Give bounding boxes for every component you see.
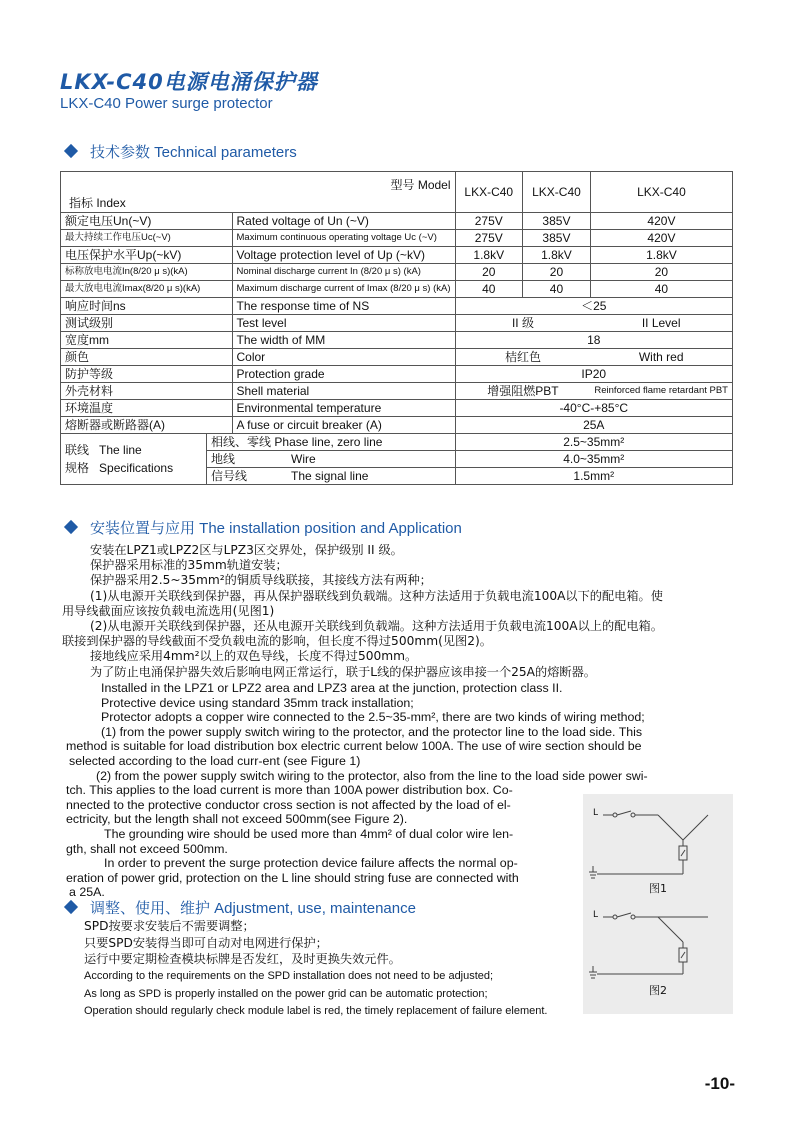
diamond-bullet-icon xyxy=(64,900,78,914)
wiring-diagram xyxy=(583,794,733,1014)
table-row: 信号线 The signal line 1.5mm² xyxy=(61,468,733,485)
model-cell: LKX-C40 xyxy=(523,172,591,213)
figure-2-caption: 图2 xyxy=(649,984,667,997)
section-heading-adjustment: 调整、使用、维护 Adjustment, use, maintenance xyxy=(66,897,416,918)
diamond-bullet-icon xyxy=(64,144,78,158)
table-row xyxy=(61,247,733,264)
table-cell: 额定电压Un(~V) xyxy=(61,213,233,230)
table-row xyxy=(61,281,733,298)
table-cell: 40 xyxy=(455,281,523,298)
table-cell: 最大持续工作电压Uc(~V) xyxy=(61,230,233,247)
figure-1-caption: 图1 xyxy=(649,882,667,895)
figure-2 xyxy=(589,913,708,978)
table-cell: 1.8kV xyxy=(455,247,523,264)
table-cell: 20 xyxy=(523,264,591,281)
table-cell: Maximum discharge current of Imax (8/20 μ s) (kA) xyxy=(232,281,455,298)
adjust-en-text: According to the requirements on the SPD installation does not need to be adjusted; As long as SPD is properly installed on the power grid can be automatic protection; Operation should regularly check module label is red, the timely replacement of failure element. xyxy=(84,970,548,1017)
diamond-bullet-icon xyxy=(64,520,78,534)
table-row: 响应时间ns The response time of NS ＜25 xyxy=(61,298,733,315)
table-cell: 385V xyxy=(523,213,591,230)
wiring-figures xyxy=(583,794,733,1014)
line-l-label: L xyxy=(593,808,599,818)
section-heading-technical: 技术参数 Technical parameters xyxy=(66,141,297,162)
page-number: -10- xyxy=(704,1074,735,1093)
section-heading-installation: 安装位置与应用 The installation position and Application xyxy=(66,517,462,538)
table-row: 地线 Wire 4.0~35mm² xyxy=(61,451,733,468)
table-row: 外壳材料 Shell material 增强阻燃PBT Reinforced flame retardant PBT xyxy=(61,383,733,400)
table-row: 环境温度 Environmental temperature -40°C-+85°C xyxy=(61,400,733,417)
install-en-text: Installed in the LPZ1 or LPZ2 area and LPZ3 area at the junction, protection class II. Protective device using standard 35mm track installation; Protector adopts a copper wire connected to the 2.5~35-mm², there are two kinds of wiring method; (1) from the power supply switch wiring to the protector, and the protector line to the load side. This method is suitable for load distribution box electric current below 100A. The use of wire section should be selected according to the load curr-ent (see Figure 1) (2) from the power supply switch wiring to the protector, also from the line to the load side power swi- tch. This applies to the load current is more than 100A power distribution box. Co- nnected to the protective conductor cross section is not affected by the load of el- ectricity, but the length shall not exceed 500mm(see Figure 2). The grounding wire should be used more than 4mm² of dual color wire len- gth, shall not exceed 500mm. In order to prevent the surge protection device failure affects the normal op- eration of power grid, protection on the L line should string fuse are connected with a 25A. xyxy=(66,681,648,900)
table-row xyxy=(61,230,733,247)
table-cell: 420V xyxy=(590,230,732,247)
page-title: LKX-C40电源电涌保护器 xyxy=(60,70,318,94)
voltage-rows xyxy=(61,213,733,298)
figure-1 xyxy=(589,811,708,878)
table-cell: 420V xyxy=(590,213,732,230)
table-cell: 275V xyxy=(455,230,523,247)
table-cell: 标称放电电流In(8/20 μ s)(kA) xyxy=(61,264,233,281)
page-subtitle: LKX-C40 Power surge protector xyxy=(60,95,273,112)
table-row: 防护等级 Protection grade IP20 xyxy=(61,366,733,383)
line-l-label: L xyxy=(593,910,599,920)
table-cell: 1.8kV xyxy=(590,247,732,264)
install-cn-text: 安装在LPZ1或LPZ2区与LPZ3区交界处，保护级别 II 级。 保护器采用标准的35mm轨道安装； 保护器采用2.5~35mm²的铜质导线联接，其接线方法有两种； (1)从电源开关联线到保护器，再从保护器联线到负载端。这种方法适用于负载电流100A以下的配电箱。使 用导线截面应该按负载电流选用(见图1) (2)从电源开关联线到保护器，还从电源开关联线到负载端。这种方法适用于负载电流100A以上的配电箱。 联接到保护器的导线截面不受负载电流的影响，但长度不得过500mm(见图2)。 接地线应采用4mm²以上的双色导线，长度不得过500mm。 为了防止电涌保护器失效后影响电网正常运行，联于L线的保护器应该串接一个25A的熔断器。 xyxy=(62,543,663,679)
table-cell: 20 xyxy=(455,264,523,281)
line-spec-label: 联线 The line 规格 Specifications xyxy=(61,434,207,485)
model-cell: LKX-C40 xyxy=(455,172,523,213)
table-cell: 385V xyxy=(523,230,591,247)
table-cell: 40 xyxy=(590,281,732,298)
table-cell: 电压保护水平Up(~kV) xyxy=(61,247,233,264)
table-cell: Voltage protection level of Up (~kV) xyxy=(232,247,455,264)
table-row: 宽度mm The width of MM 18 xyxy=(61,332,733,349)
table-cell: 275V xyxy=(455,213,523,230)
table-row: 熔断器或断路器(A) A fuse or circuit breaker (A) 25A xyxy=(61,417,733,434)
table-cell: 20 xyxy=(590,264,732,281)
table-row: 测试级别 Test level II 级 II Level xyxy=(61,315,733,332)
table-cell: Nominal discharge current In (8/20 μ s) (kA) xyxy=(232,264,455,281)
table-row: 联线 The line 规格 Specifications 相线、零线 Phase line, zero line 2.5~35mm² xyxy=(61,434,733,451)
header-index: 指标 Index xyxy=(61,172,233,213)
header-model: 型号 Model xyxy=(232,172,455,213)
table-cell: 最大放电电流Imax(8/20 μ s)(kA) xyxy=(61,281,233,298)
adjust-cn-text: SPD按要求安装后不需要调整； 只要SPD安装得当即可自动对电网进行保护； 运行中要定期检查模块标牌是否发红，及时更换失效元件。 xyxy=(84,919,401,966)
table-row xyxy=(61,213,733,230)
table-cell: Rated voltage of Un (~V) xyxy=(232,213,455,230)
parameters-table xyxy=(60,171,733,483)
table-row: 颜色 Color 桔红色 With red xyxy=(61,349,733,366)
table-cell: 40 xyxy=(523,281,591,298)
table-cell: 1.8kV xyxy=(523,247,591,264)
model-cell: LKX-C40 xyxy=(590,172,732,213)
table-header-row xyxy=(61,172,733,213)
table-cell: Maximum continuous operating voltage Uc (~V) xyxy=(232,230,455,247)
table-row xyxy=(61,264,733,281)
